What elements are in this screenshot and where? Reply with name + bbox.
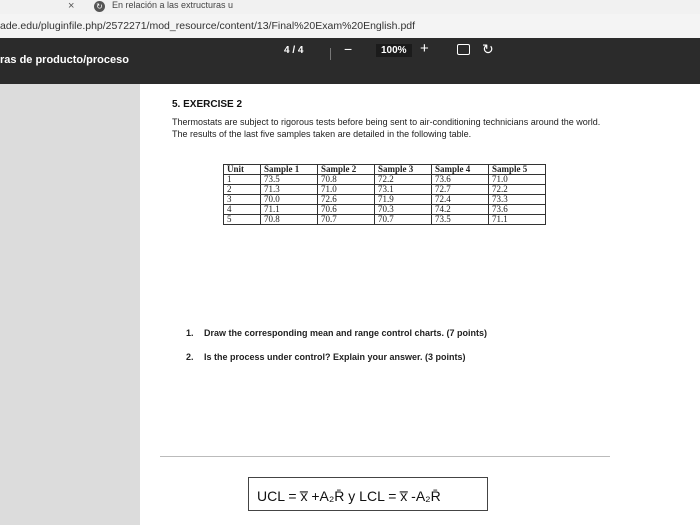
table-cell: 4 <box>224 205 261 215</box>
column-header: Sample 5 <box>489 165 546 175</box>
table-cell: 72.6 <box>318 195 375 205</box>
table-cell: 73.5 <box>432 215 489 225</box>
table-cell: 5 <box>224 215 261 225</box>
table-row <box>224 175 546 185</box>
table-cell: 74.2 <box>432 205 489 215</box>
question-list <box>186 321 487 369</box>
question-number: 2. <box>186 352 194 362</box>
table-header-row <box>224 165 546 175</box>
zoom-level-field[interactable]: 100% <box>376 44 412 57</box>
column-header: Unit <box>224 165 261 175</box>
document-title: ras de producto/proceso <box>0 54 129 66</box>
table-cell: 73.5 <box>261 175 318 185</box>
table-cell: 73.6 <box>489 205 546 215</box>
samples-table <box>223 164 546 225</box>
page-indicator[interactable]: 4 / 4 <box>284 45 304 56</box>
toolbar-divider <box>330 48 331 60</box>
exercise-title: 5. EXERCISE 2 <box>172 99 243 110</box>
control-limit-formula: UCL = x̿ +A₂R̄ y LCL = x̿ -A₂R̄ <box>257 488 441 504</box>
question-item <box>186 345 487 369</box>
table-cell: 71.0 <box>318 185 375 195</box>
table-row <box>224 205 546 215</box>
table-cell: 73.3 <box>489 195 546 205</box>
question-number: 1. <box>186 328 194 338</box>
table-cell: 72.2 <box>489 185 546 195</box>
exercise-text: Thermostats are subject to rigorous tests before being sent to air-conditioning technicians around the world. The results of the last five samples taken are detailed in the following table. <box>172 117 601 139</box>
divider-line <box>160 456 610 457</box>
table-cell: 70.0 <box>261 195 318 205</box>
question-item <box>186 321 487 345</box>
table-cell: 71.1 <box>261 205 318 215</box>
rotate-icon[interactable]: ↻ <box>482 41 494 57</box>
column-header: Sample 1 <box>261 165 318 175</box>
table-cell: 70.7 <box>375 215 432 225</box>
table-cell: 71.9 <box>375 195 432 205</box>
table-cell: 71.0 <box>489 175 546 185</box>
table-cell: 70.8 <box>318 175 375 185</box>
pdf-page <box>140 84 700 525</box>
table-cell: 70.7 <box>318 215 375 225</box>
formula-box <box>248 477 488 511</box>
table-cell: 71.1 <box>489 215 546 225</box>
table-cell: 1 <box>224 175 261 185</box>
address-bar[interactable] <box>0 14 700 39</box>
tab-title[interactable]: En relación a las extructuras u <box>112 0 234 10</box>
table-row <box>224 215 546 225</box>
question-text: Draw the corresponding mean and range control charts. (7 points) <box>204 328 488 338</box>
table-cell: 72.4 <box>432 195 489 205</box>
zoom-in-button[interactable]: + <box>420 40 429 57</box>
column-header: Sample 3 <box>375 165 432 175</box>
fit-page-icon[interactable] <box>457 44 470 55</box>
table-cell: 3 <box>224 195 261 205</box>
table-cell: 70.6 <box>318 205 375 215</box>
pdf-toolbar <box>0 38 700 84</box>
table-row <box>224 195 546 205</box>
browser-tab-bar <box>0 0 700 14</box>
table-row <box>224 185 546 195</box>
zoom-out-button[interactable]: − <box>344 41 353 57</box>
table-cell: 73.1 <box>375 185 432 195</box>
table-cell: 72.7 <box>432 185 489 195</box>
url-text[interactable]: ade.edu/pluginfile.php/2572271/mod_resource/content/13/Final%20Exam%20English.pdf <box>0 20 416 32</box>
column-header: Sample 4 <box>432 165 489 175</box>
table-cell: 71.3 <box>261 185 318 195</box>
table-cell: 72.2 <box>375 175 432 185</box>
table-cell: 70.8 <box>261 215 318 225</box>
question-text: Is the process under control? Explain your answer. (3 points) <box>204 352 466 362</box>
table-cell: 73.6 <box>432 175 489 185</box>
reload-favicon-icon: ↻ <box>94 1 105 12</box>
column-header: Sample 2 <box>318 165 375 175</box>
close-tab-icon[interactable]: × <box>68 0 75 12</box>
table-cell: 2 <box>224 185 261 195</box>
table-cell: 70.3 <box>375 205 432 215</box>
